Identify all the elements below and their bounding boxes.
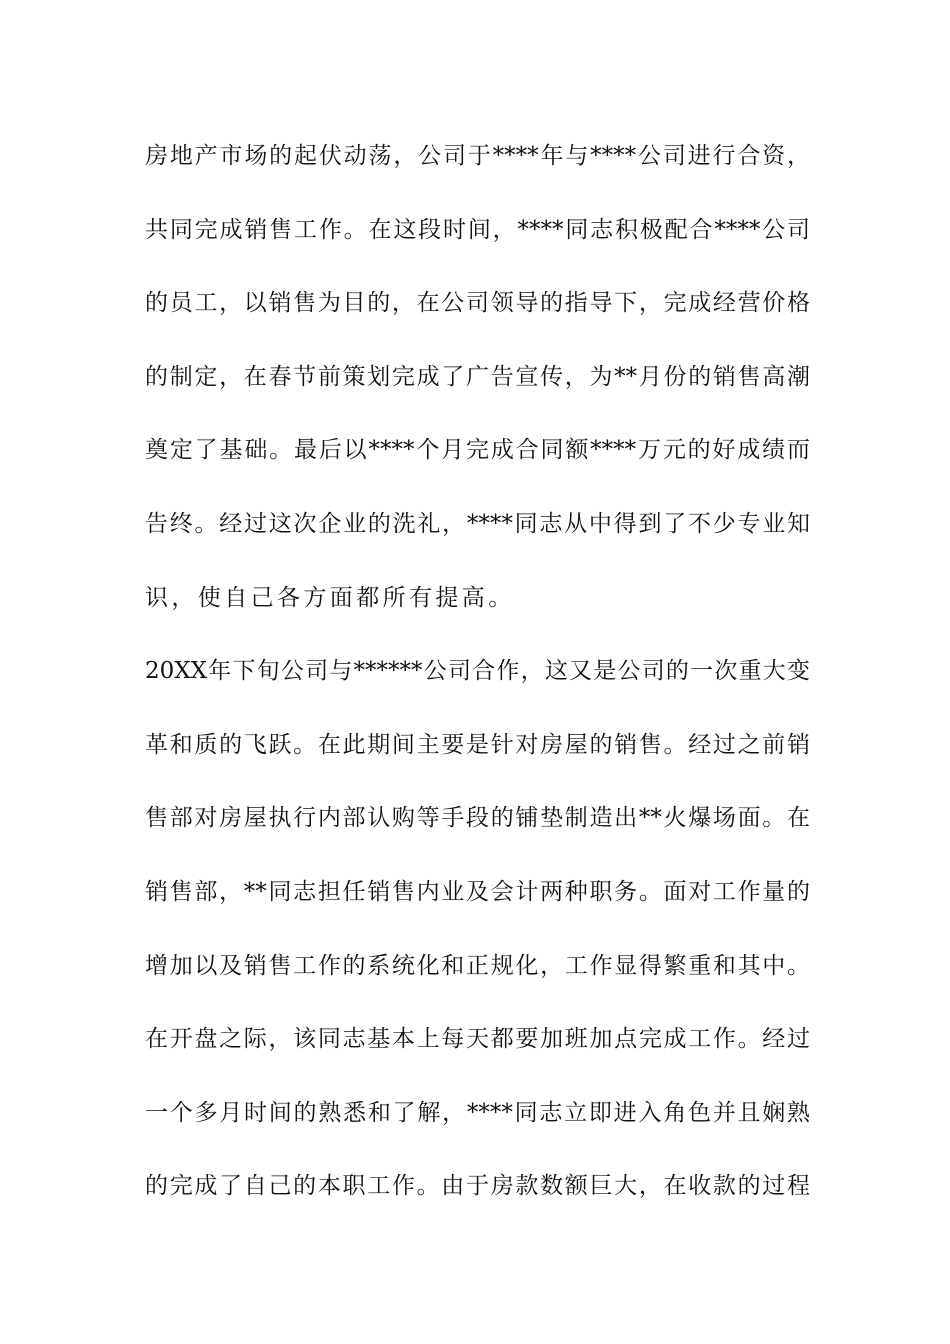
- text-line: 共同完成销售工作。在这段时间，****同志积极配合****公司: [145, 216, 810, 243]
- text-line: 在开盘之际，该同志基本上每天都要加班加点完成工作。经过: [145, 1026, 810, 1053]
- text-line: 革和质的飞跃。在此期间主要是针对房屋的销售。经过之前销: [145, 731, 810, 758]
- text-line: 增加以及销售工作的系统化和正规化，工作显得繁重和其中。: [145, 952, 810, 979]
- text-line: 识，使自己各方面都所有提高。: [145, 584, 515, 611]
- text-line: 的员工，以销售为目的，在公司领导的指导下，完成经营价格: [145, 290, 810, 317]
- text-line: 告终。经过这次企业的洗礼，****同志从中得到了不少专业知: [145, 510, 810, 537]
- text-line: 奠定了基础。最后以****个月完成合同额****万元的好成绩而: [145, 437, 810, 464]
- text-line: 的制定，在春节前策划完成了广告宣传，为**月份的销售高潮: [145, 363, 810, 390]
- body-text: [145, 126, 810, 1230]
- text-line: 20XX年下旬公司与******公司合作，这又是公司的一次重大变: [145, 658, 810, 685]
- text-line: 房地产市场的起伏动荡，公司于****年与****公司进行合资，: [145, 143, 810, 169]
- text-line: 一个多月时间的熟悉和了解，****同志立即进入角色并且娴熟: [145, 1099, 810, 1126]
- text-line: 售部对房屋执行内部认购等手段的铺垫制造出**火爆场面。在: [145, 805, 810, 832]
- text-line: 销售部，**同志担任销售内业及会计两种职务。面对工作量的: [145, 878, 810, 905]
- text-line: 的完成了自己的本职工作。由于房款数额巨大，在收款的过程: [145, 1173, 810, 1200]
